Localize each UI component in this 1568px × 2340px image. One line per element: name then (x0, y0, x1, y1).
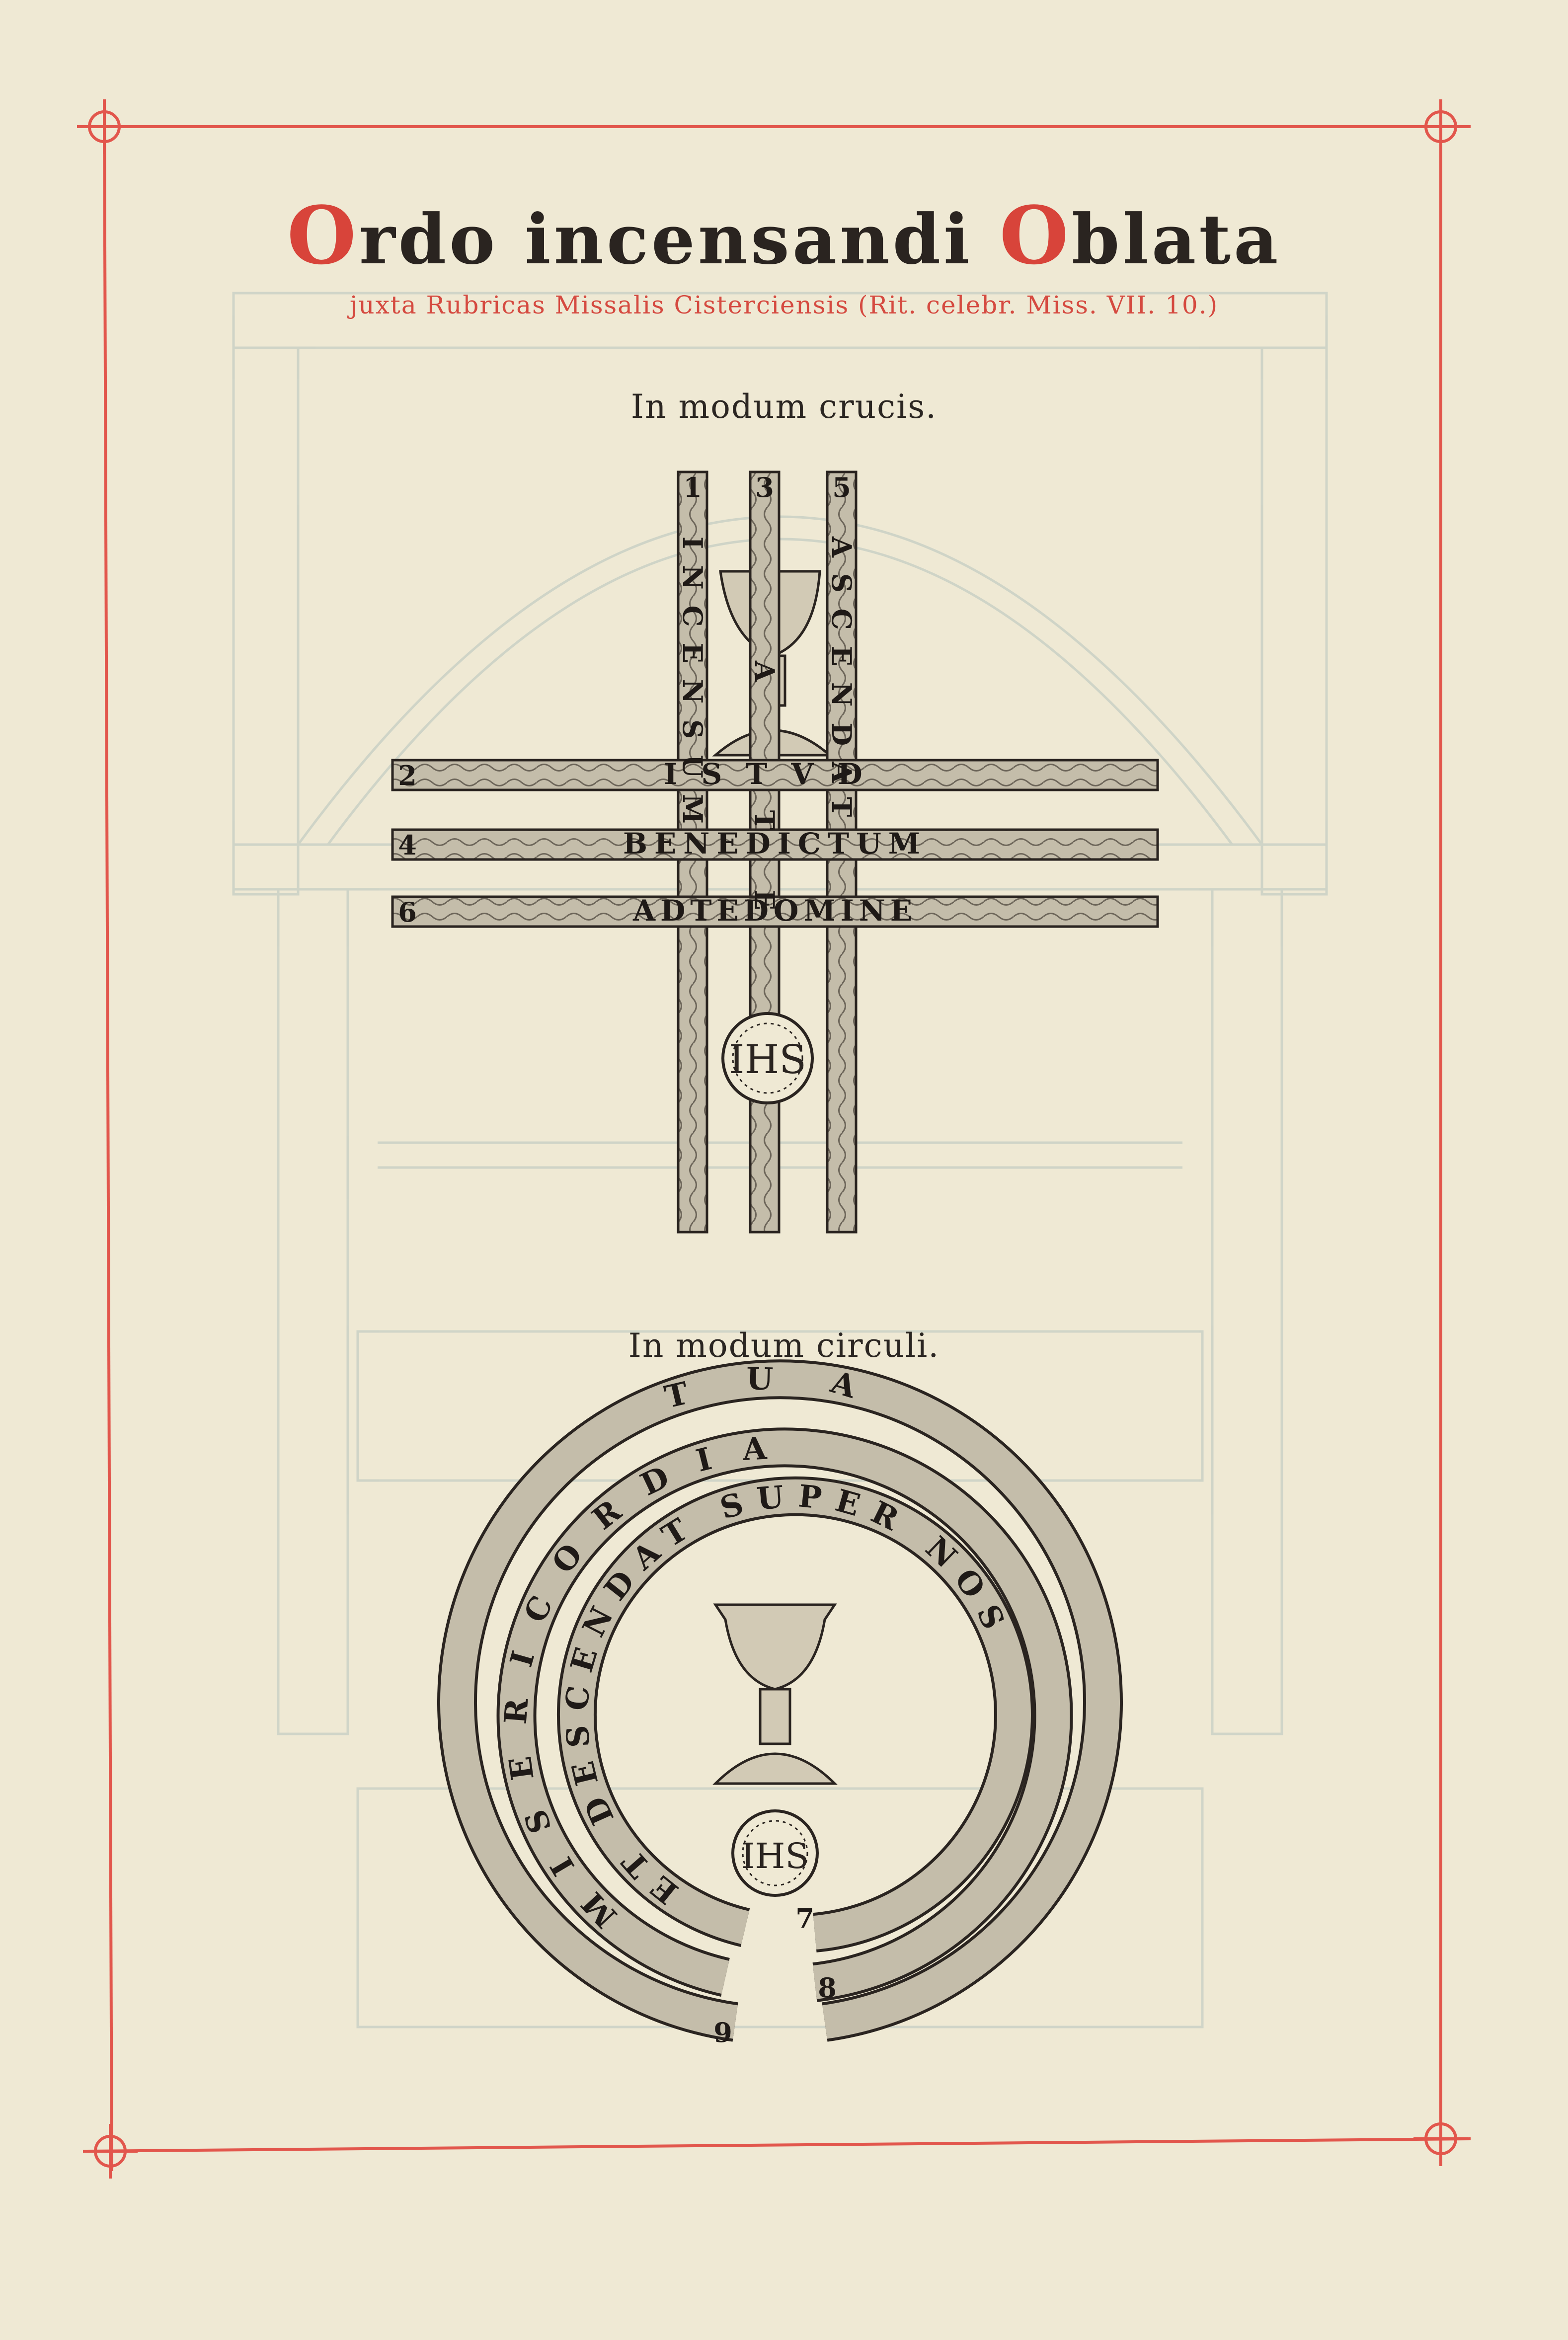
band-6-text: ADTEDOMINE (632, 894, 918, 928)
title-word-2: incensandi (525, 199, 973, 280)
ihs-medallion-cross-label: IHS (728, 1036, 807, 1083)
title-word-3: blata (1071, 199, 1281, 280)
band-number-3: 3 (755, 471, 774, 503)
ring-number-8: 8 (818, 1972, 837, 2004)
ihs-medallion-circle-label: IHS (741, 1836, 809, 1876)
band-number-4: 4 (398, 829, 417, 861)
title-initial-2: O (999, 189, 1072, 282)
band-5-text: ASCENDAT (826, 537, 858, 833)
ring-number-9: 9 (713, 2017, 732, 2048)
title-initial-1: O (287, 189, 359, 282)
band-number-1: 1 (683, 471, 702, 503)
band-number-5: 5 (832, 471, 851, 503)
circle-heading: In modum circuli. (628, 1326, 940, 1365)
title-word-1: rdo (359, 199, 498, 280)
band-2-text: ISTVD (664, 757, 886, 791)
subtitle: juxta Rubricas Missalis Cisterciensis (Rit. celebr. Miss. VII. 10.) (349, 291, 1219, 319)
ihs-medallion-circle (733, 1811, 817, 1895)
band-number-6: 6 (398, 896, 417, 928)
ring-8-textpath: MISERICORDIA (497, 1428, 800, 1935)
cross-heading: In modum crucis. (630, 388, 938, 426)
band-4-text: BENEDICTUM (623, 827, 927, 860)
ring-9-textpath: TUA (661, 1360, 918, 1422)
ring-number-7: 7 (795, 1902, 814, 1934)
band-number-2: 2 (398, 760, 417, 791)
band-3-text: A TE (749, 661, 781, 970)
ring-7-textpath: ET DESCENDAT SUPER NOS (558, 1477, 1019, 1911)
chalice-icon-circle (715, 1605, 835, 1784)
band-1-text: INCENSUM (677, 537, 708, 840)
